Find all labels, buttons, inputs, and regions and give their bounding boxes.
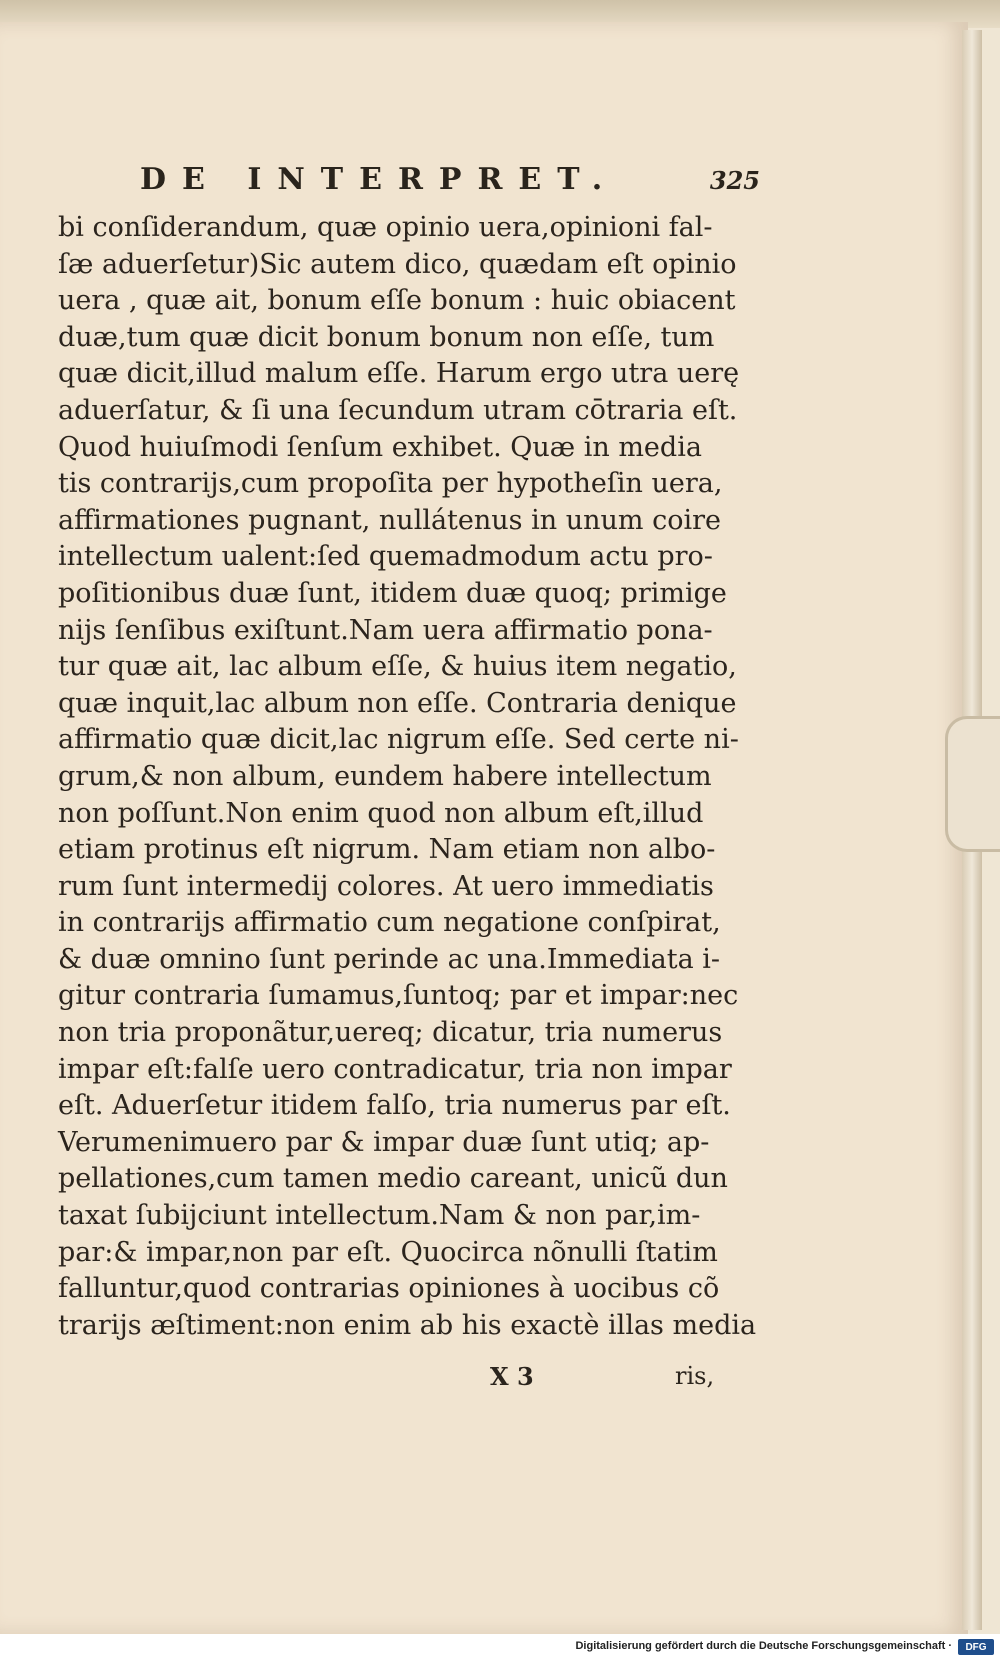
text-line: quæ inquit,lac album non eſſe. Contraria denique <box>58 687 737 719</box>
signature-mark: X 3 <box>490 1362 534 1391</box>
text-line: etiam protinus eſt nigrum. Nam etiam non albo- <box>58 834 716 866</box>
text-line: intellectum ualent:ſed quemadmodum actu pro- <box>58 541 713 573</box>
text-line: duæ,tum quæ dicit bonum bonum non eſſe, tum <box>58 321 715 353</box>
text-line: eſt. Aduerſetur itidem falſo, tria numerus par eſt. <box>58 1090 731 1122</box>
text-line: poſitionibus duæ ſunt, itidem duæ quoq; primige <box>58 577 727 609</box>
digitization-credit: Digitalisierung gefördert durch die Deutsche Forschungsgemeinschaft · <box>575 1640 952 1652</box>
text-line: non poſſunt.Non enim quod non album eſt,illud <box>58 797 704 829</box>
text-line: Verumenimuero par & impar duæ ſunt utiq; ap- <box>58 1126 710 1158</box>
running-title: DE INTERPRET. <box>140 162 619 197</box>
credit-bar <box>0 1634 1000 1663</box>
text-line: grum,& non album, eundem habere intellectum <box>58 760 712 792</box>
text-line: affirmationes pugnant, nullátenus in unum coire <box>58 504 721 536</box>
page-number: 325 <box>709 166 760 195</box>
text-line: par:& impar,non par eſt. Quocirca nõnulli ſtatim <box>58 1236 718 1268</box>
text-line: nijs ſenſibus exiſtunt.Nam uera affirmatio pona- <box>58 614 713 646</box>
text-line: rum ſunt intermedij colores. At uero immediatis <box>58 870 714 902</box>
text-line: tur quæ ait, lac album eſſe, & huius item negatio, <box>58 651 737 683</box>
text-line: gitur contraria ſumamus,ſuntoq; par et impar:nec <box>58 980 739 1012</box>
text-line: uera , quæ ait, bonum eſſe bonum : huic obiacent <box>58 285 736 317</box>
catchword: ris, <box>675 1362 715 1390</box>
text-line: Quod huiuſmodi ſenſum exhibet. Quæ in media <box>58 431 702 463</box>
clasp-mark <box>945 716 1000 852</box>
text-line: quæ dicit,illud malum eſſe. Harum ergo utra uerę <box>58 358 740 390</box>
text-line: ſæ aduerſetur)Sic autem dico, quædam eſt opinio <box>58 248 737 280</box>
text-line: affirmatio quæ dicit,lac nigrum eſſe. Sed certe ni- <box>58 724 739 756</box>
text-line: non tria proponãtur,uereq; dicatur, tria numerus <box>58 1017 723 1049</box>
text-line: impar eſt:falſe uero contradicatur, tria non impar <box>58 1053 732 1085</box>
text-line: falluntur,quod contrarias opiniones à uocibus cõ <box>58 1273 720 1305</box>
text-line: taxat ſubijciunt intellectum.Nam & non par,im- <box>58 1200 701 1232</box>
text-line: aduerſatur, & ſi una ſecundum utram cōtraria eſt. <box>58 394 738 426</box>
body-text <box>58 210 757 1344</box>
text-line: & duæ omnino ſunt perinde ac una.Immediata i- <box>58 943 721 975</box>
text-line: tis contrarijs,cum propoſita per hypotheſin uera, <box>58 468 723 500</box>
text-line: pellationes,cum tamen medio careant, unicũ dun <box>58 1163 728 1195</box>
text-line: trarijs æſtiment:non enim ab his exactè illas media <box>58 1309 757 1341</box>
text-line: in contrarijs affirmatio cum negatione conſpirat, <box>58 907 721 939</box>
dfg-logo: DFG <box>958 1639 994 1655</box>
text-line: bi conſiderandum, quæ opinio uera,opinioni fal- <box>58 212 713 243</box>
page-header <box>140 162 760 197</box>
